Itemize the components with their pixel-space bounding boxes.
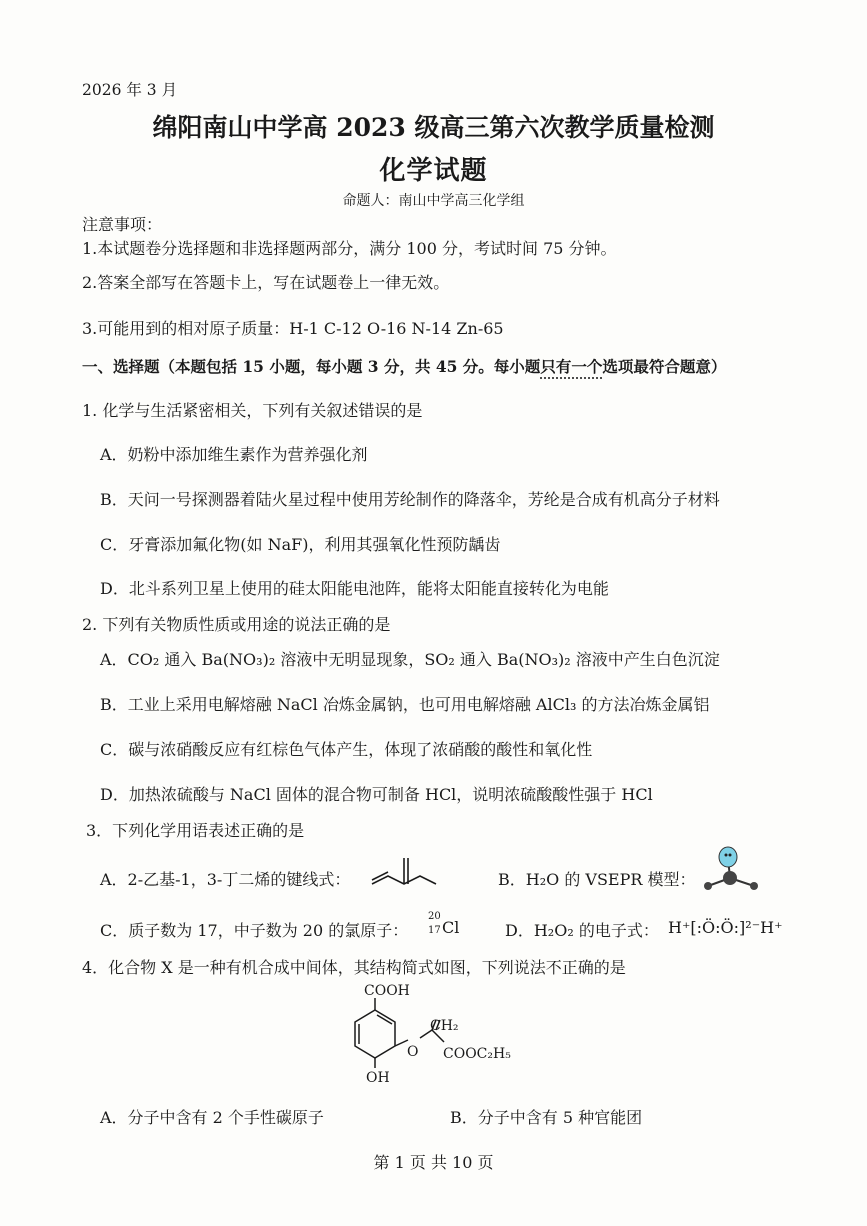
q3-option-b: B．H₂O 的 VSEPR 模型： bbox=[498, 870, 696, 889]
exam-date: 2026 年 3 月 bbox=[82, 81, 178, 99]
h2o2-electron-formula: H⁺[:Ö:Ö:]²⁻H⁺ bbox=[668, 918, 783, 937]
compound-label-ch2: CH₂ bbox=[430, 1018, 459, 1034]
q1-option-a: A．奶粉中添加维生素作为营养强化剂 bbox=[100, 445, 368, 464]
exam-subtitle: 化学试题 bbox=[379, 156, 488, 186]
page-footer: 第 1 页 共 10 页 bbox=[373, 1153, 494, 1172]
notice-item-2: 2.答案全部写在答题卡上，写在试题卷上一律无效。 bbox=[82, 273, 450, 292]
q3-c-atomic-number: 17 bbox=[428, 925, 441, 936]
section-heading-pre: 一、选择题（本题包括 15 小题，每小题 3 分，共 45 分。每小题 bbox=[82, 357, 541, 376]
q4-stem: 4．化合物 X 是一种有机合成中间体，其结构简式如图，下列说法不正确的是 bbox=[82, 958, 626, 977]
q3-option-d: D．H₂O₂ 的电子式： bbox=[505, 921, 659, 940]
q2-option-c: C．碳与浓硝酸反应有红棕色气体产生，体现了浓硝酸的酸性和氧化性 bbox=[100, 740, 593, 759]
exam-title: 绵阳南山中学高 2023 级高三第六次教学质量检测 bbox=[152, 113, 715, 142]
q3-c-symbol: Cl bbox=[442, 918, 460, 937]
q2-option-d: D．加热浓硫酸与 NaCl 固体的混合物可制备 HCl，说明浓硫酸酸性强于 HCl bbox=[100, 785, 653, 804]
q1-option-c: C．牙膏添加氟化物(如 NaF)，利用其强氧化性预防龋齿 bbox=[100, 535, 501, 554]
q3-option-a: A．2-乙基-1，3-丁二烯的键线式： bbox=[100, 870, 351, 889]
notice-item-3: 3.可能用到的相对原子质量：H-1 C-12 O-16 N-14 Zn-65 bbox=[82, 319, 504, 338]
q1-stem: 1. 化学与生活紧密相关，下列有关叙述错误的是 bbox=[82, 401, 423, 420]
compound-label-ester: COOC₂H₅ bbox=[443, 1046, 511, 1062]
q1-option-b: B．天问一号探测器着陆火星过程中使用芳纶制作的降落伞，芳纶是合成有机高分子材料 bbox=[100, 490, 720, 509]
section-heading-emph: 只有一个 bbox=[540, 357, 603, 376]
q2-option-b: B．工业上采用电解熔融 NaCl 冶炼金属钠，也可用电解熔融 AlCl₃ 的方法冶炼金属铝 bbox=[100, 695, 710, 714]
q2-option-a: A．CO₂ 通入 Ba(NO₃)₂ 溶液中无明显现象，SO₂ 通入 Ba(NO₃)₂ 溶液中产生白色沉淀 bbox=[100, 650, 720, 669]
compound-label-cooh: COOH bbox=[364, 983, 410, 999]
butadiene-skeletal-formula bbox=[368, 854, 448, 890]
q2-stem: 2. 下列有关物质性质或用途的说法正确的是 bbox=[82, 615, 391, 634]
vsepr-model-icon bbox=[698, 846, 764, 896]
section-heading bbox=[82, 355, 726, 377]
notice-item-1: 1.本试题卷分选择题和非选择题两部分，满分 100 分，考试时间 75 分钟。 bbox=[82, 239, 617, 258]
q4-option-b: B．分子中含有 5 种官能团 bbox=[450, 1108, 643, 1127]
cyclohexadiene-ring bbox=[355, 1010, 395, 1058]
exam-author: 命题人：南山中学高三化学组 bbox=[342, 193, 525, 209]
skeletal-double-bond-1 bbox=[372, 872, 388, 880]
compound-label-o: O bbox=[407, 1044, 419, 1060]
section-heading-post: 选项最符合题意） bbox=[602, 357, 727, 376]
q1-option-d: D．北斗系列卫星上使用的硅太阳能电池阵，能将太阳能直接转化为电能 bbox=[100, 579, 609, 598]
compound-label-oh: OH bbox=[366, 1070, 390, 1086]
q4-option-a: A．分子中含有 2 个手性碳原子 bbox=[100, 1108, 324, 1127]
notice-heading: 注意事项： bbox=[82, 215, 163, 234]
q3-c-mass-number: 20 bbox=[428, 911, 441, 922]
q3-option-c: C．质子数为 17，中子数为 20 的氯原子： bbox=[100, 921, 409, 940]
q3-stem: 3．下列化学用语表述正确的是 bbox=[86, 821, 305, 840]
